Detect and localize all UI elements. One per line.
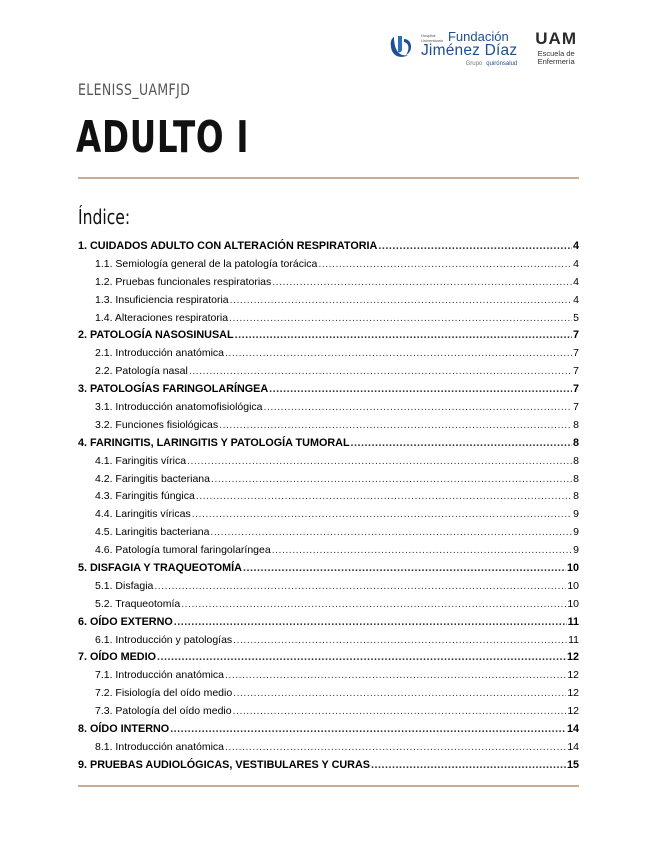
toc-page-number: 9	[573, 508, 579, 521]
header-logos	[388, 30, 577, 67]
toc-page-number: 14	[567, 740, 579, 753]
toc-entry-label: 3.2. Funciones fisiológicas	[95, 418, 219, 431]
fjd-logo	[388, 30, 517, 67]
toc-dot-leader	[225, 669, 566, 681]
toc-page-number: 12	[566, 651, 579, 664]
toc-page-number: 8	[572, 436, 579, 449]
toc-dot-leader	[211, 473, 572, 485]
index-heading: Índice:	[78, 205, 131, 229]
toc-subsection-link[interactable]	[78, 258, 579, 276]
toc-entry-label: 1. CUIDADOS ADULTO CON ALTERACIÓN RESPIRATORIA	[78, 240, 378, 252]
toc-entry-label: 4.2. Faringitis bacteriana	[95, 472, 210, 485]
toc-page-number: 7	[573, 365, 579, 378]
uam-mark: UAM	[535, 29, 577, 48]
toc-subsection-link[interactable]	[78, 598, 579, 616]
toc-dot-leader	[196, 490, 572, 502]
toc-page-number: 11	[568, 633, 579, 646]
toc-dot-leader	[272, 544, 572, 556]
toc-section-link[interactable]	[78, 759, 579, 777]
toc-dot-leader	[157, 651, 566, 663]
toc-subsection-link[interactable]	[78, 312, 579, 330]
toc-subsection-link[interactable]	[78, 687, 579, 705]
fjd-jimenez-label: Jiménez Díaz	[420, 42, 518, 59]
toc-dot-leader	[210, 526, 572, 538]
fjd-fundacion-label: Fundación	[447, 29, 509, 44]
toc-entry-label: 7.1. Introducción anatómica	[95, 669, 224, 682]
toc-section-link[interactable]	[78, 383, 579, 401]
toc-section-link[interactable]	[78, 329, 579, 347]
toc-entry-label: 1.4. Alteraciones respiratoria	[95, 311, 229, 324]
toc-dot-leader	[174, 616, 567, 628]
toc-dot-leader	[243, 562, 566, 574]
toc-subsection-link[interactable]	[78, 634, 579, 652]
toc-dot-leader	[154, 580, 566, 592]
toc-dot-leader	[235, 329, 572, 341]
bottom-divider	[78, 785, 579, 787]
toc-subsection-link[interactable]	[78, 455, 579, 473]
toc-dot-leader	[233, 687, 566, 699]
toc-entry-label: 9. PRUEBAS AUDIOLÓGICAS, VESTIBULARES Y CURAS	[78, 758, 370, 771]
toc-subsection-link[interactable]	[78, 544, 579, 562]
toc-entry-label: 1.1. Semiología general de la patología torácica	[95, 257, 318, 270]
toc-entry-label: 5. DISFAGIA Y TRAQUEOTOMÍA	[78, 562, 242, 575]
toc-subsection-link[interactable]	[78, 669, 579, 687]
toc-page-number: 8	[573, 418, 579, 431]
toc-page-number: 8	[573, 472, 579, 485]
toc-entry-label: 8. OÍDO INTERNO	[78, 723, 170, 736]
toc-subsection-link[interactable]	[78, 294, 579, 312]
fjd-logo-icon	[388, 33, 416, 63]
toc-section-link[interactable]	[78, 240, 579, 258]
toc-page-number: 7	[573, 401, 579, 414]
toc-subsection-link[interactable]	[78, 580, 579, 598]
toc-page-number: 4	[572, 240, 579, 252]
toc-subsection-link[interactable]	[78, 473, 579, 491]
toc-section-link[interactable]	[78, 651, 579, 669]
toc-dot-leader	[187, 455, 572, 467]
toc-entry-label: 4.4. Laringitis víricas	[95, 508, 191, 521]
toc-dot-leader	[192, 508, 572, 520]
toc-subsection-link[interactable]	[78, 419, 579, 437]
toc-dot-leader	[233, 634, 567, 646]
toc-dot-leader	[230, 294, 573, 306]
toc-entry-label: 1.2. Pruebas funcionales respiratorias	[95, 275, 272, 288]
toc-page-number: 9	[573, 544, 579, 557]
top-divider	[78, 177, 579, 179]
toc-dot-leader	[225, 741, 566, 753]
toc-page-number: 12	[567, 669, 579, 682]
toc-entry-label: 4. FARINGITIS, LARINGITIS Y PATOLOGÍA TUMORAL	[78, 436, 350, 449]
toc-dot-leader	[269, 383, 572, 395]
toc-entry-label: 7. OÍDO MEDIO	[78, 651, 156, 664]
toc-section-link[interactable]	[78, 562, 579, 580]
toc-page-number: 8	[573, 454, 579, 467]
toc-page-number: 11	[567, 615, 579, 628]
toc-entry-label: 3.1. Introducción anatomofisiológica	[95, 401, 263, 414]
uam-escuela-label: Escuela de	[537, 49, 575, 58]
toc-entry-label: 6. OÍDO EXTERNO	[78, 615, 173, 628]
toc-page-number: 10	[566, 562, 579, 575]
toc-entry-label: 5.2. Traqueotomía	[95, 597, 181, 610]
toc-entry-label: 4.6. Patología tumoral faringolaríngea	[95, 544, 271, 557]
toc-page-number: 12	[567, 687, 579, 700]
document-title: ADULTO I	[76, 112, 250, 163]
toc-page-number: 15	[566, 758, 579, 771]
toc-dot-leader	[371, 759, 566, 771]
table-of-contents	[78, 240, 579, 777]
toc-dot-leader	[351, 437, 572, 449]
toc-subsection-link[interactable]	[78, 365, 579, 383]
toc-page-number: 8	[573, 490, 579, 503]
fjd-hospital-label: Hospital Universitario	[420, 33, 444, 43]
toc-entry-label: 2.2. Patología nasal	[95, 365, 188, 378]
toc-subsection-link[interactable]	[78, 490, 579, 508]
toc-page-number: 7	[572, 329, 579, 342]
toc-page-number: 12	[567, 705, 579, 718]
toc-page-number: 7	[572, 383, 579, 396]
toc-subsection-link[interactable]	[78, 741, 579, 759]
toc-dot-leader	[189, 365, 572, 377]
toc-page-number: 4	[573, 293, 579, 306]
toc-entry-label: 2.1. Introducción anatómica	[95, 347, 224, 360]
toc-dot-leader	[219, 419, 572, 431]
toc-dot-leader	[272, 276, 572, 288]
toc-page-number: 9	[573, 526, 579, 539]
toc-dot-leader	[233, 705, 567, 717]
toc-dot-leader	[225, 347, 572, 359]
fjd-quiron-label: quirónsalud	[486, 60, 518, 67]
toc-page-number: 14	[566, 723, 579, 736]
toc-entry-label: 4.1. Faringitis vírica	[95, 454, 187, 467]
toc-section-link[interactable]	[78, 437, 579, 455]
toc-dot-leader	[229, 312, 572, 324]
toc-subsection-link[interactable]	[78, 347, 579, 365]
toc-entry-label: 2. PATOLOGÍA NASOSINUSAL	[78, 329, 234, 342]
toc-subsection-link[interactable]	[78, 508, 579, 526]
toc-entry-label: 5.1. Disfagia	[95, 579, 154, 592]
toc-entry-label: 4.3. Faringitis fúngica	[95, 490, 195, 503]
toc-page-number: 4	[573, 257, 579, 270]
toc-entry-label: 3. PATOLOGÍAS FARINGOLARÍNGEA	[78, 383, 269, 396]
toc-page-number: 10	[567, 597, 579, 610]
toc-dot-leader	[318, 258, 572, 270]
toc-section-link[interactable]	[78, 723, 579, 741]
toc-subsection-link[interactable]	[78, 705, 579, 723]
toc-entry-label: 4.5. Laringitis bacteriana	[95, 526, 210, 539]
toc-subsection-link[interactable]	[78, 526, 579, 544]
toc-entry-label: 6.1. Introducción y patologías	[95, 633, 233, 646]
uam-logo	[535, 30, 577, 66]
toc-dot-leader	[378, 240, 572, 252]
toc-dot-leader	[181, 598, 566, 610]
toc-page-number: 5	[573, 311, 579, 324]
toc-entry-label: 1.3. Insuficiencia respiratoria	[95, 293, 229, 306]
document-subtitle: ELENISS_UAMFJD	[78, 80, 191, 99]
toc-page-number: 4	[573, 275, 579, 288]
toc-page-number: 7	[573, 347, 579, 360]
fjd-grupo-label: Grupo	[465, 60, 483, 67]
toc-subsection-link[interactable]	[78, 401, 579, 419]
toc-entry-label: 8.1. Introducción anatómica	[95, 740, 224, 753]
toc-subsection-link[interactable]	[78, 276, 579, 294]
toc-dot-leader	[170, 723, 566, 735]
toc-dot-leader	[264, 401, 573, 413]
toc-entry-label: 7.3. Patología del oído medio	[95, 705, 232, 718]
toc-page-number: 10	[567, 579, 579, 592]
toc-section-link[interactable]	[78, 616, 579, 634]
uam-enfermeria-label: Enfermería	[537, 56, 575, 66]
toc-entry-label: 7.2. Fisiología del oído medio	[95, 687, 233, 700]
